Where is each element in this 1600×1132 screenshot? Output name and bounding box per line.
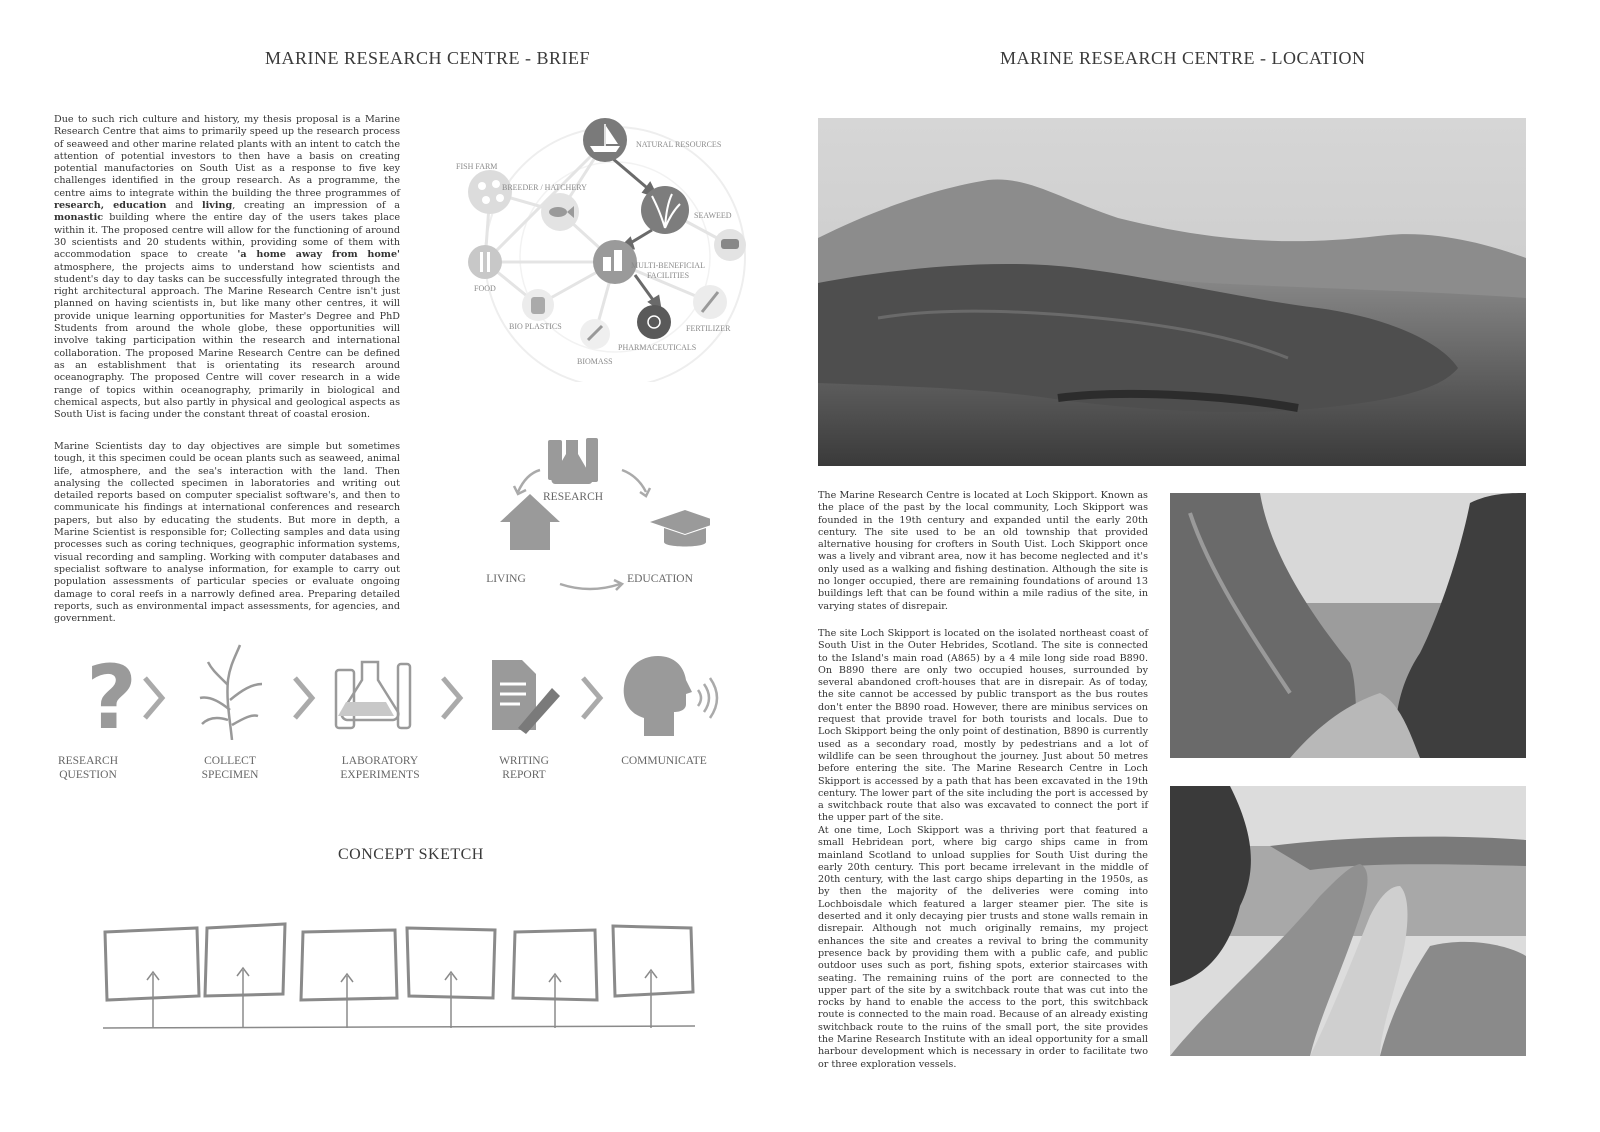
lab-flasks-icon [336,662,410,728]
label-food: FOOD [474,284,496,293]
svg-text:?: ? [86,646,138,740]
process-icons [40,640,740,740]
seaweed-network-diagram [430,112,770,382]
chevron-right-icon [443,678,460,718]
port-ruins-photo [1170,786,1526,1056]
programme-living: LIVING [486,573,526,585]
process-step-research-question: RESEARCH QUESTION [57,755,119,781]
chevron-right-icon [583,678,600,718]
flask-icon [548,438,598,484]
brief-intro-text: Due to such rich culture and history, my thesis proposal is a Marine Research Centre that aims to primarily speed up the research process of seaweed and other marine related plants with an intent to catch the attention of potential investors to then have a basis on creating potential manufactories on South Uist as a response to five key challenges identified in the group research. As a programme, the centre aims to integrate within the building the three programmes of research, education and living, creating an impression of a monastic building where the entire day of the users takes place within it. The proposed centre will allow for the functioning of around 30 scientists and 20 students within, providing some of them with accommodation space to create 'a home away from home' atmosphere, the projects aims to understand how scientists and student's day to day tasks can be successfully integrated through the right architectural approach. The Marine Research Centre isn't just planned on having scientists in, but like many other centres, it will provide unique learning opportunities for Master's Degree and PhD Students from around the whole globe, these opportunities will involve taking participation within the research and international collaboration. The proposed Marine Research Centre can be defined as an establishment that is orientating its research around oceanography. The proposed Centre will cover research in a wide range of topics within oceanography, primarily in biological and chemical aspects, but also partly in physical and geological aspects as South Uist is facing under the constant threat of coastal erosion. [54,114,400,421]
switchback-gorge-photo [1170,493,1526,758]
label-breeder-hatchery: BREEDER / HATCHERY [502,183,587,192]
label-multi-beneficial: MULTI-BENEFICIAL FACILITIES [631,261,705,280]
speaking-head-icon [624,656,717,736]
location-intro-text: The Marine Research Centre is located at Loch Skipport. Known as the place of the past by the local community, Loch Skipport was founded in the 19th century and expanded until the early 20th century. The site used to be an old township that provided alternative housing for crofters in South Uist. Loch Skipport once was a lively and vibrant area, now it has become neglected and it's only used as a walking and fishing destination. Although the site is no longer occupied, there are remaining foundations of around 13 buildings left that can be found within a mile radius of the site, in varying states of disrepair. [818,490,1148,612]
process-step-laboratory-experiments: LABORATORY EXPERIMENTS [340,755,420,781]
location-history-text: At one time, Loch Skipport was a thriving port that featured a small Hebridean port, where big cargo ships came in from mainland Scotland to unload supplies for South Uist during the early 20th century. This port became irrelevant in the middle of 20th century, with the last cargo ships departing in the 1950s, as by then the majority of the deliveries were coming into Lochboisdale which featured a larger steamer pier. The site is deserted and it only decaying pier trusts and stone walls remain in disrepair. Although not much originally remains, my project enhances the site and creates a revival to bring the community presence back by providing them with a public cafe, and public outdoor uses such as port, fishing spots, exterior staircases with seating. The remaining ruins of the port are connected to the upper part of the site by a switchback route that was cut into the rocks by hand to enable the access to the port, this switchback route is connected to the main road. Because of an already existing switchback route to the ruins of the small port, the site provides the Marine Research Institute with an ideal opportunity for a small harbour development which is necessary in order to facilitate two or three exploration vessels. [818,825,1148,1070]
label-natural-resources: NATURAL RESOURCES [636,140,722,149]
label-bio-plastics: BIO PLASTICS [509,322,562,331]
chevron-right-icon [145,678,162,718]
document-pen-icon [492,660,560,734]
process-step-writing-report: WRITING REPORT [499,755,549,781]
process-step-communicate: COMMUNICATE [621,755,707,767]
seaweed-plant-icon [200,645,262,740]
label-seaweed: SEAWEED [694,211,732,220]
chevron-right-icon [295,678,312,718]
location-title: MARINE RESEARCH CENTRE - LOCATION [1000,48,1366,68]
question-mark-icon [86,646,137,740]
programme-research: RESEARCH [543,491,604,503]
label-pharmaceuticals: PHARMACEUTICALS [618,343,697,352]
brief-title: MARINE RESEARCH CENTRE - BRIEF [265,48,591,68]
label-biomass: BIOMASS [577,357,613,366]
label-fertilizer: FERTILIZER [686,324,731,333]
concept-sketch-title: CONCEPT SKETCH [338,846,484,863]
process-step-collect-specimen: COLLECT SPECIMEN [201,755,259,781]
loch-skipport-landscape-photo [818,118,1526,466]
concept-sketch [95,920,715,1060]
location-site-text: The site Loch Skipport is located on the isolated northeast coast of South Uist in the Outer Hebrides, Scotland. The site is connected to the Island's main road (A865) by a 4 mile long side road B890. On B890 there are only two occupied houses, surrounded by several abandoned croft-houses that are in disrepair. As of today, the site cannot be accessed by public transport as the bus routes don't enter the B890 road. However, there are minibus services on request that provide travel for both tourists and locals. Due to Loch Skipport being the only point of destination, B890 is currently used as a secondary road, mostly by pedestrians and a lot of wildlife can be seen throughout the journey. Just about 50 metres before entering the site. The Marine Research Centre in Loch Skipport is accessed by a path that has been excavated in the 19th century. The lower part of the site including the port is accessed by a switchback route that also was excavated to connect the port if the upper part of the site. [818,628,1148,824]
programme-education: EDUCATION [627,573,693,585]
graduation-cap-icon [650,510,710,547]
label-fish-farm: FISH FARM [456,162,498,171]
brief-objectives-text: Marine Scientists day to day objectives are simple but sometimes tough, it this specimen could be ocean plants such as seaweed, animal life, atmosphere, and the sea's interaction with the land. Then analysing the collected specimen in laboratories and writing out detailed reports based on computer specialist software's, and then to communicate his findings at international conferences and research papers, but also by educating the students. But more in depth, a Marine Scientist is responsible for; Collecting samples and data using processes such as coring techniques, geographic information systems, visual recording and sampling. Working with computer databases and specialist software to analyse information, for example to carry out population assessments of particular species or evaluate ongoing damage to coral reefs in a narrowly defined area. Preparing detailed reports, such as environmental impact assessments, for agencies, and government. [54,441,400,625]
